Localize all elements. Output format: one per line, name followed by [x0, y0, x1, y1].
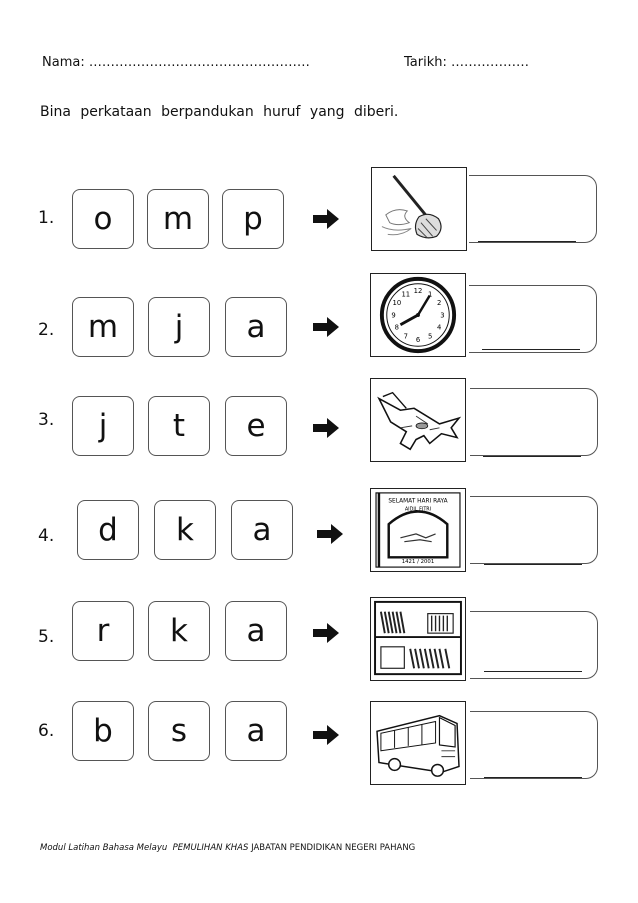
question-row — [0, 601, 638, 681]
clock-numeral: 12 — [413, 287, 423, 296]
greeting-card-icon — [370, 488, 466, 572]
footer-department: JABATAN PENDIDIKAN NEGERI PAHANG — [251, 843, 416, 853]
question-number: 3. — [38, 410, 55, 430]
arrow-right-icon — [313, 418, 339, 438]
footer-text — [40, 843, 415, 853]
letter-tile: o — [72, 189, 134, 249]
question-row — [0, 175, 638, 255]
arrow-right-icon — [313, 623, 339, 643]
card-line2: AIDIL FITRI — [404, 506, 432, 513]
clock-numeral: 7 — [403, 332, 408, 341]
letter-tile: k — [154, 500, 216, 560]
answer-box[interactable] — [469, 285, 597, 353]
arrow-right-icon — [317, 524, 343, 544]
letter-tile: t — [148, 396, 210, 456]
answer-box[interactable] — [470, 711, 598, 779]
question-row — [0, 701, 638, 781]
card-line3: 1421 / 2001 — [401, 559, 435, 566]
bookshelf-icon — [370, 597, 466, 681]
letter-tile: s — [148, 701, 210, 761]
letter-tile: r — [72, 601, 134, 661]
clock-numeral: 4 — [436, 323, 442, 332]
letter-tile: j — [72, 396, 134, 456]
question-row — [0, 496, 638, 576]
letter-tile: p — [222, 189, 284, 249]
letter-tile: d — [77, 500, 139, 560]
answer-line — [484, 777, 582, 778]
clock-numeral: 10 — [392, 299, 402, 308]
question-number: 5. — [38, 627, 55, 647]
question-row — [0, 388, 638, 468]
answer-box[interactable] — [470, 388, 598, 456]
clock-numeral: 3 — [440, 311, 445, 320]
card-line1: SELAMAT HARI RAYA — [388, 498, 448, 505]
answer-line — [478, 241, 576, 242]
answer-line — [482, 349, 580, 350]
arrow-right-icon — [313, 317, 339, 337]
answer-box[interactable] — [470, 611, 598, 679]
answer-box[interactable] — [469, 175, 597, 243]
bus-icon — [370, 701, 466, 785]
clock-numeral: 1 — [428, 290, 433, 299]
question-number: 6. — [38, 721, 55, 741]
arrow-right-icon — [313, 209, 339, 229]
arrow-right-icon — [313, 725, 339, 745]
answer-box[interactable] — [470, 496, 598, 564]
clock-icon — [370, 273, 466, 357]
letter-tile: m — [72, 297, 134, 357]
letter-tile: a — [231, 500, 293, 560]
question-number: 2. — [38, 320, 55, 340]
mop-icon — [371, 167, 467, 251]
letter-tile: m — [147, 189, 209, 249]
answer-line — [483, 456, 581, 457]
clock-numeral: 6 — [415, 335, 421, 344]
question-row — [0, 285, 638, 365]
clock-numeral: 8 — [394, 323, 400, 332]
question-number: 1. — [38, 208, 55, 228]
question-number: 4. — [38, 526, 55, 546]
letter-tile: e — [225, 396, 287, 456]
footer-module: Modul Latihan Bahasa Melayu — [40, 843, 168, 853]
answer-line — [484, 671, 582, 672]
letter-tile: k — [148, 601, 210, 661]
letter-tile: b — [72, 701, 134, 761]
footer-program: PEMULIHAN KHAS — [172, 843, 249, 853]
clock-numeral: 2 — [436, 299, 442, 308]
date-field-label: Tarikh: ……………… — [404, 55, 529, 70]
clock-numeral: 5 — [428, 332, 433, 341]
letter-tile: a — [225, 701, 287, 761]
jet-icon — [370, 378, 466, 462]
letter-tile: a — [225, 297, 287, 357]
instruction-text: Bina perkataan berpandukan huruf yang diberi. — [40, 104, 399, 120]
clock-numeral: 11 — [401, 290, 411, 299]
clock-numeral: 9 — [391, 311, 396, 320]
letter-tile: a — [225, 601, 287, 661]
answer-line — [484, 564, 582, 565]
letter-tile: j — [148, 297, 210, 357]
name-field-label: Nama: …………………………………………… — [42, 55, 310, 70]
